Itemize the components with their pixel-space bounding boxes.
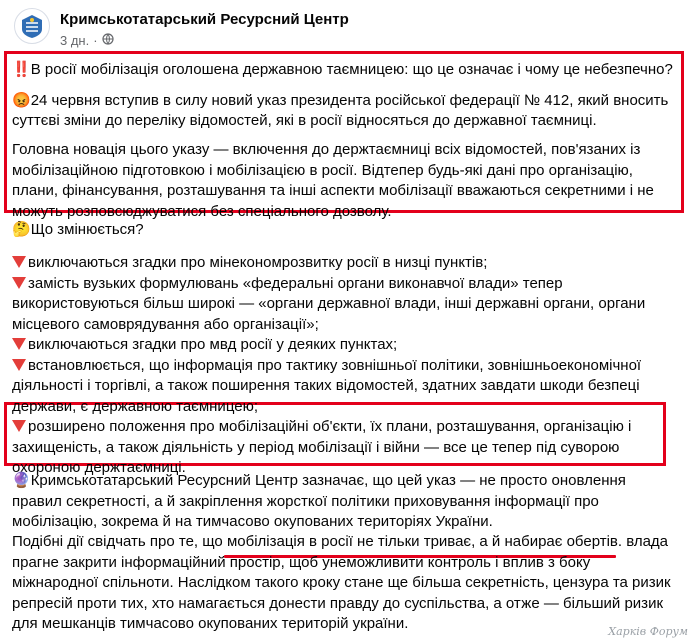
- list-item-text: розширено положення про мобілізаційні об'єкти, їх плани, розташування, організацію і захищеність, а також діяльність у період мобілізації і війни — все це тепер під суворою охороною держтаємниці.: [12, 418, 632, 476]
- red-triangle-icon: [12, 256, 26, 268]
- list-item-text: виключаються згадки про мвд росії у деяких пунктах;: [28, 336, 398, 353]
- paragraph-2: Головна новація цього указу — включення до держтаємниці всіх відомостей, пов'язаних із мобілізаційною підготовкою і мобілізацією в росії. Відтепер будь-які дані про організацію, плани, фінансування, розташування та інші аспекти мобілізації вважаються секретними і не можуть розповсюджуватися без спеціального дозволу.: [12, 141, 654, 220]
- angry-face-icon: 😡: [12, 91, 31, 109]
- list-item: [12, 274, 676, 336]
- changes-heading: Що змінюється?: [30, 221, 144, 238]
- double-exclamation-icon: ‼️: [12, 61, 31, 78]
- meta-separator: ·: [93, 33, 98, 48]
- crystal-ball-icon: 🔮: [12, 472, 31, 489]
- post-meta: [60, 33, 114, 48]
- post-header: [14, 6, 684, 50]
- list-item-text: встановлюється, що інформація про тактику зовнішньої політики, зовнішньоекономічної діяльності і торгівлі, а також поширення таких відомостей, здатних завдати шкоди безпеці держави, є державною таємницею;: [12, 356, 642, 415]
- page-name-link[interactable]: Кримськотатарський Ресурсний Центр: [60, 11, 349, 28]
- paragraph-4: Подібні дії свідчать про те, що мобілізація в росії не тільки триває, а й набирає обертів. влада прагне закрити інформаційний простір, щоб унеможливити контроль і вплив з боку міжнародної спільноти. Наслідком такого кроку стане ще більша секретність, цензура та ризик репресій проти тих, хто намагається донести правду до суспільства, а отже — більший ризик для мешканців тимчасово окупованих територій україни.: [12, 533, 671, 632]
- red-triangle-icon: [12, 277, 26, 289]
- list-item: [12, 356, 676, 418]
- paragraph-3: Кримськотатарський Ресурсний Центр зазначає, що цей указ — не просто оновлення правил секретності, а й закріплення жорсткої політики приховування інформації про мобілізацію, зокрема й на тимчасово окупованих територіях України.: [12, 472, 626, 530]
- red-triangle-icon: [12, 359, 26, 371]
- thinking-face-icon: 🤔: [12, 221, 31, 238]
- post-time-link[interactable]: 3 дн.: [60, 33, 90, 48]
- changes-heading-block: [12, 220, 676, 241]
- logo-icon: [19, 13, 45, 39]
- paragraph-2-block: [12, 140, 676, 222]
- paragraph-3-block: [12, 471, 676, 533]
- red-triangle-icon: [12, 338, 26, 350]
- list-item: [12, 335, 676, 356]
- list-item-text: виключаються згадки про мінекономрозвитку росії в низці пунктів;: [28, 254, 488, 271]
- post-title: В росії мобілізація оголошена державною таємницею: що це означає і чому це небезпечно?: [30, 61, 673, 78]
- globe-icon: [102, 33, 114, 48]
- list-item: [12, 417, 676, 479]
- list-item: [12, 253, 676, 274]
- paragraph-4-block: [12, 532, 676, 635]
- page-avatar[interactable]: [14, 8, 50, 44]
- list-item-text: замість вузьких формулювань «федеральні органи виконавчої влади» тепер використовуються більш широкі — «органи державної влади, інші державні органи, органи місцевого самоврядування або організації»;: [12, 274, 646, 333]
- post-title-block: [12, 60, 676, 132]
- changes-list: [12, 245, 676, 479]
- red-triangle-icon: [12, 420, 26, 432]
- paragraph-1: 24 червня вступив в силу новий указ президента російської федерації № 412, який вносить суттєві зміни до переліку відомостей, які в росії відносяться до державної таємниці.: [12, 91, 669, 129]
- watermark: Харків Форум: [608, 625, 688, 638]
